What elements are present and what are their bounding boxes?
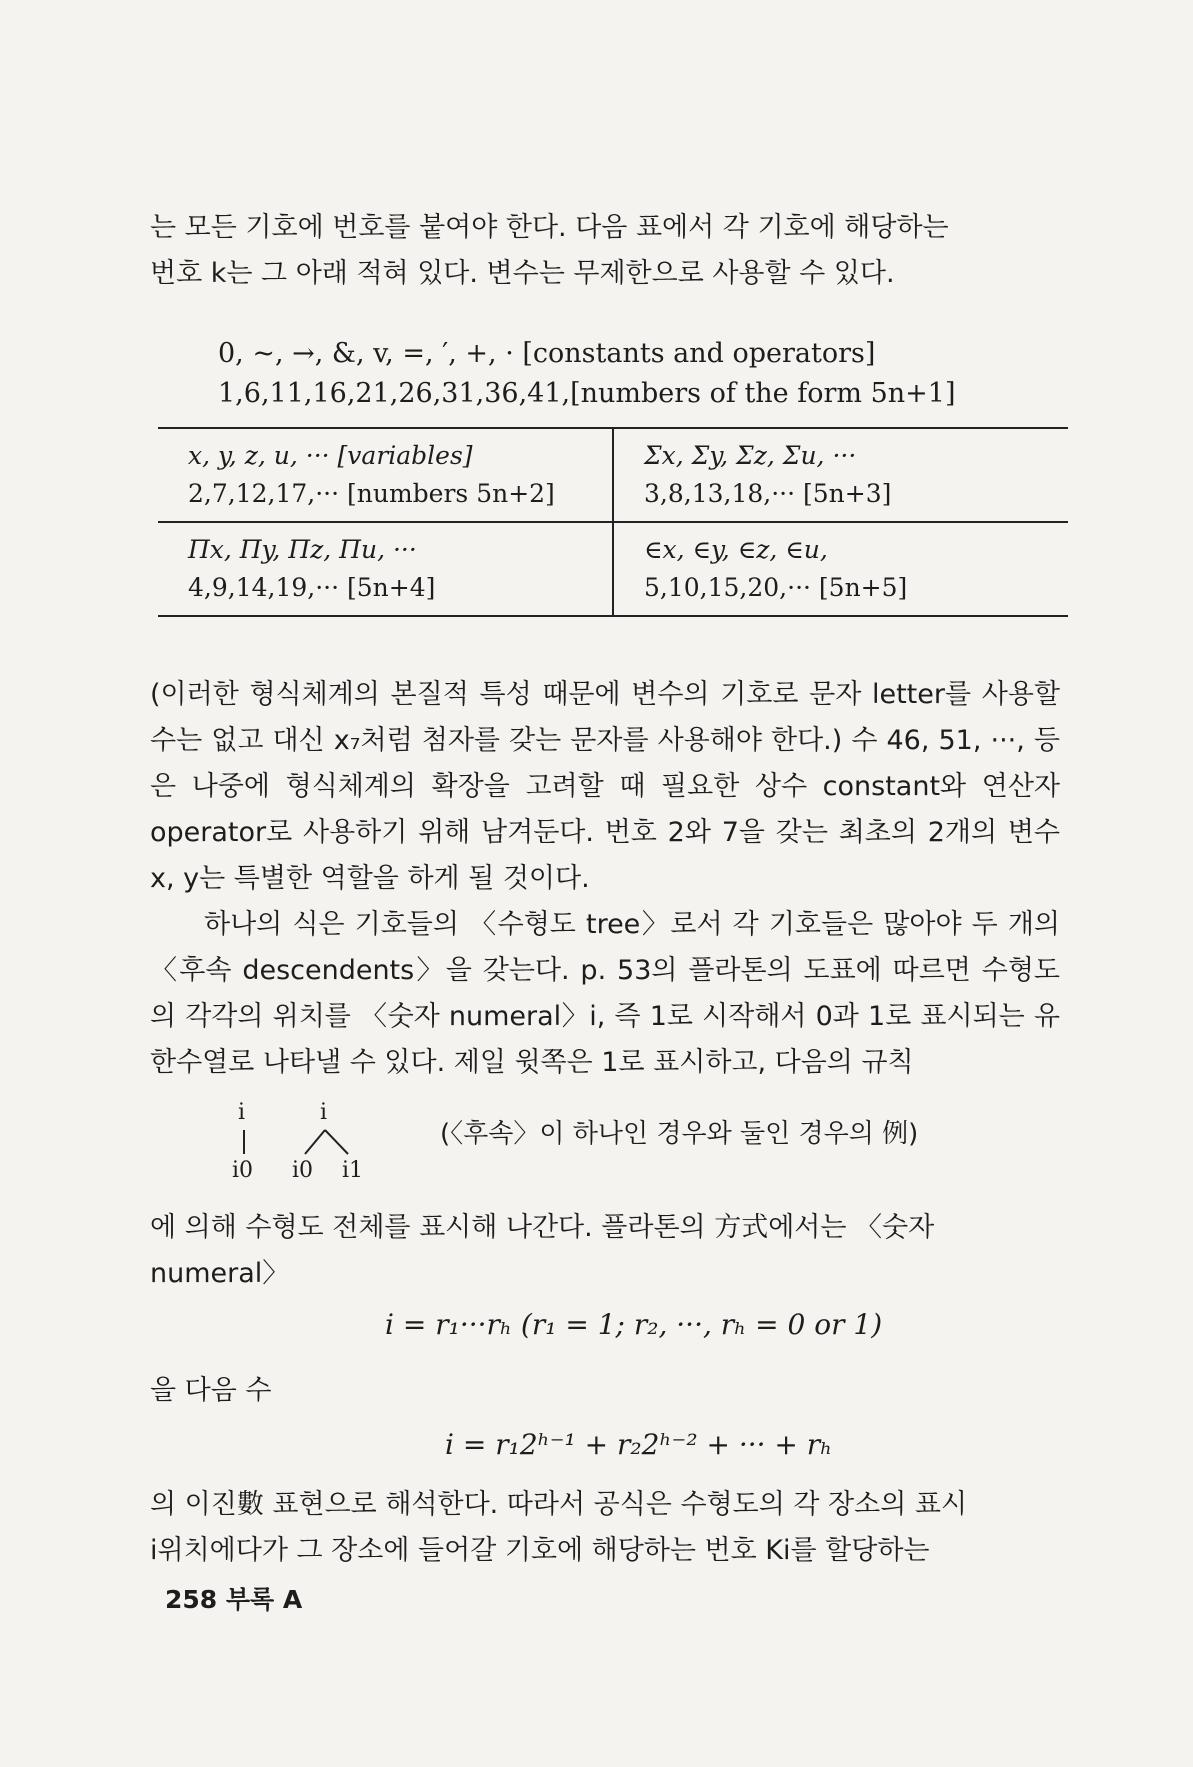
after-tree-line-1: 에 의해 수형도 전체를 표시해 나간다. 플라톤의 方式에서는 〈숫자 <box>150 1212 935 1243</box>
cell-numbers: 3,8,13,18,··· [5n+3] <box>644 479 892 508</box>
cell-numbers: 5,10,15,20,··· [5n+5] <box>644 573 908 602</box>
cell-numbers: 2,7,12,17,··· [numbers 5n+2] <box>188 479 555 508</box>
tree-node-root-left: i <box>238 1100 246 1125</box>
equation-lead: 을 다음 수 <box>150 1375 272 1406</box>
equation-numeral: i = r₁···rₕ (r₁ = 1; r₂, ···, rₕ = 0 or 1) <box>385 1308 883 1341</box>
intro-paragraph <box>150 205 1060 297</box>
after-tree-text <box>150 1205 1060 1297</box>
page-footer: 258 부록 A <box>165 1585 303 1614</box>
closing-line-2: i위치에다가 그 장소에 들어갈 기호에 해당하는 번호 Ki를 할당하는 <box>150 1535 930 1566</box>
cell-symbols: ∈x, ∈y, ∈z, ∈u, <box>644 535 828 564</box>
table-cell-sigma <box>613 428 1068 522</box>
tree-node-root-right: i <box>320 1100 328 1125</box>
closing-line-1: 의 이진數 표현으로 해석한다. 따라서 공식은 수형도의 각 장소의 표시 <box>150 1489 968 1520</box>
tree-node-child-1: i1 <box>342 1158 364 1183</box>
cell-symbols: Πx, Πy, Πz, Πu, ··· <box>188 535 417 564</box>
tree-node-child-0: i0 <box>292 1158 314 1183</box>
tree-diagram <box>230 1100 410 1190</box>
table-cell-epsilon <box>613 522 1068 616</box>
tree-node-child-left: i0 <box>232 1158 254 1183</box>
cell-numbers: 4,9,14,19,··· [5n+4] <box>188 573 436 602</box>
constants-line-2: 1,6,11,16,21,26,31,36,41,[numbers of the form 5n+1] <box>218 378 956 409</box>
symbol-table <box>158 427 1068 617</box>
equation-binary: i = r₁2ʰ⁻¹ + r₂2ʰ⁻² + ··· + rₕ <box>445 1428 833 1461</box>
intro-line-1: 는 모든 기호에 번호를 붙여야 한다. 다음 표에서 각 기호에 해당하는 <box>150 212 949 243</box>
table-row <box>158 428 1068 522</box>
body-text <box>150 672 1060 1086</box>
cell-symbols: Σx, Σy, Σz, Σu, ··· <box>644 441 857 470</box>
table-cell-pi <box>158 522 613 616</box>
after-tree-line-2: numeral〉 <box>150 1258 290 1289</box>
closing-text <box>150 1482 1060 1574</box>
table-cell-variables <box>158 428 613 522</box>
body-paragraph-1: (이러한 형식체계의 본질적 특성 때문에 변수의 기호로 문자 letter를 사용할 수는 없고 대신 x₇처럼 첨자를 갖는 문자를 사용해야 한다.) 수 46, 51, ···, 등은 나중에 형식체계의 확장을 고려할 때 필요한 상수 constant와 연산자 operator로 사용하기 위해 남겨둔다. 번호 2와 7을 갖는 최초의 2개의 변수 x, y는 특별한 역할을 하게 될 것이다. <box>150 679 1060 894</box>
intro-line-2: 번호 k는 그 아래 적혀 있다. 변수는 무제한으로 사용할 수 있다. <box>150 258 895 289</box>
table-row <box>158 522 1068 616</box>
constants-line-1: 0, ~, →, &, v, =, ′, +, · [constants and operators] <box>218 338 876 369</box>
body-paragraph-2: 하나의 식은 기호들의 〈수형도 tree〉로서 각 기호들은 많아야 두 개의 〈후속 descendents〉을 갖는다. p. 53의 플라톤의 도표에 따르면 수형도의 각각의 위치를 〈숫자 numeral〉i, 즉 1로 시작해서 0과 1로 표시되는 유한수열로 나타낼 수 있다. 제일 윗쪽은 1로 표시하고, 다음의 규칙 <box>150 909 1060 1078</box>
tree-caption: (〈후속〉이 하나인 경우와 둘인 경우의 例) <box>440 1119 919 1149</box>
cell-symbols: x, y, z, u, ··· [variables] <box>188 441 473 470</box>
